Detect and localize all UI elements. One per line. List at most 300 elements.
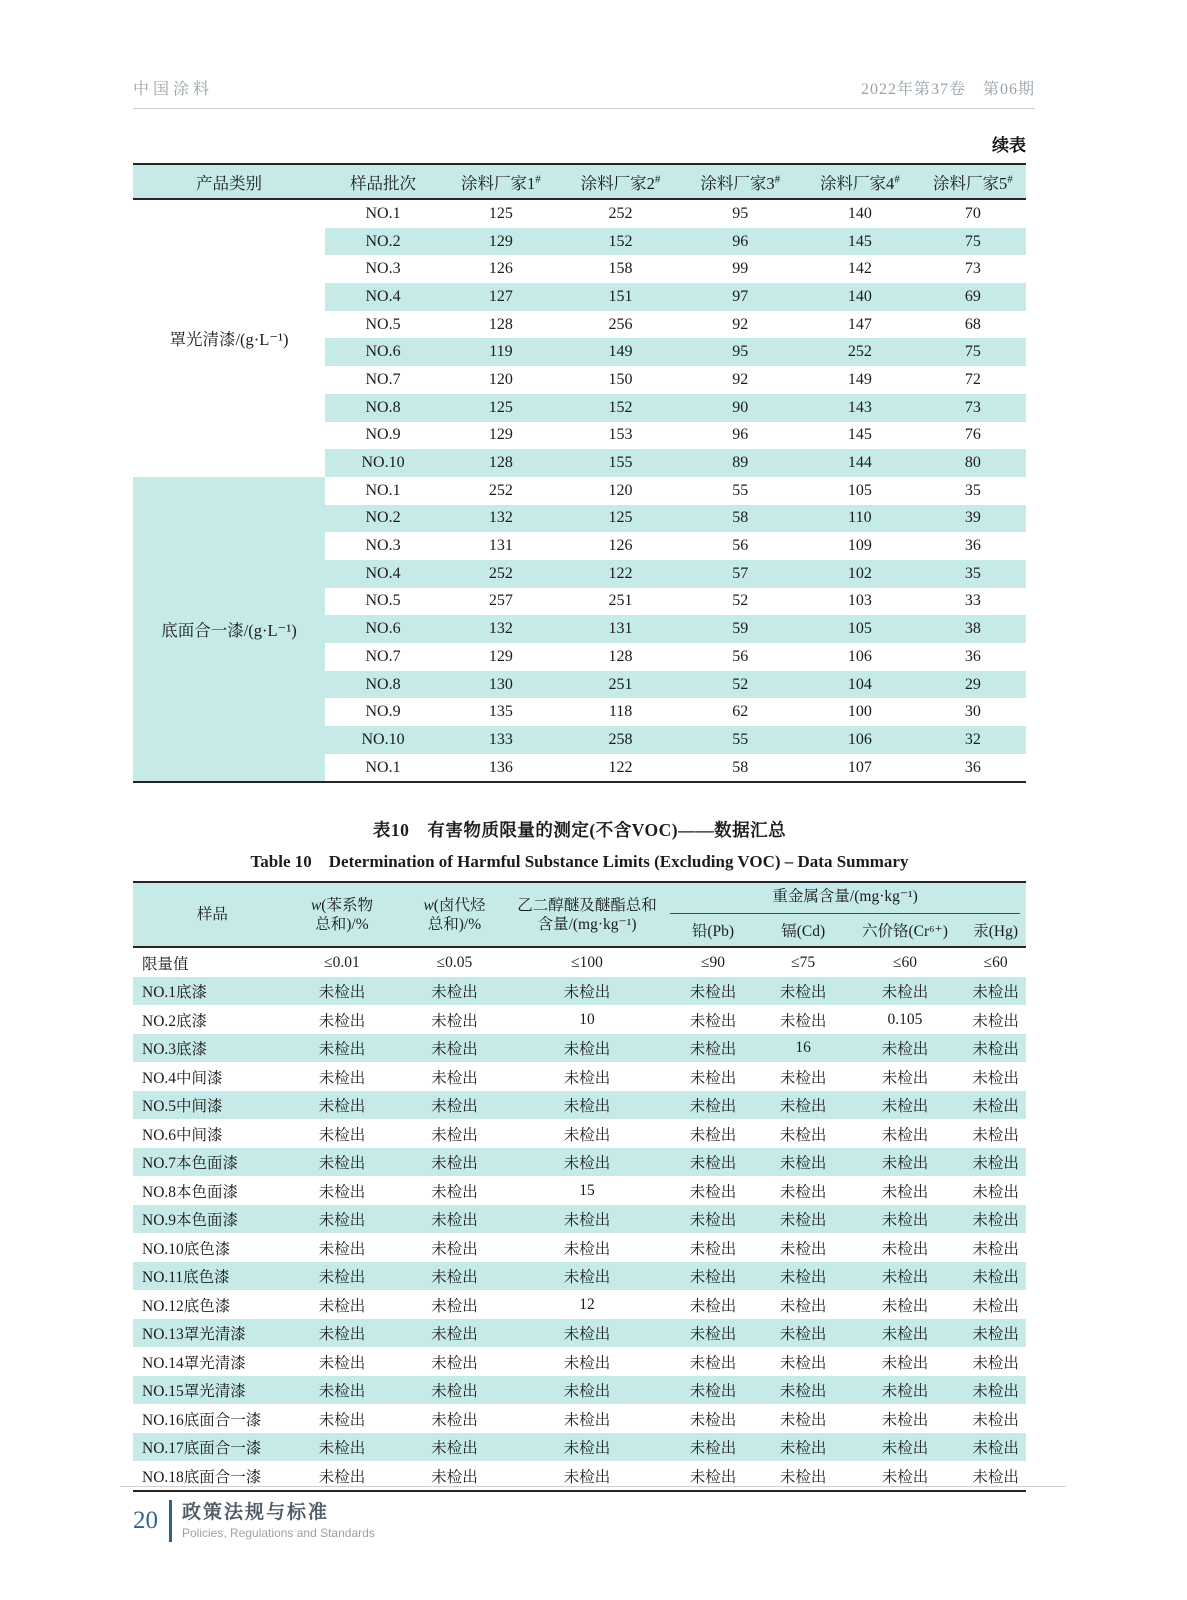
sample-batch-cell: NO.1 xyxy=(365,204,401,222)
sample-batch-cell: NO.3 xyxy=(365,537,401,555)
sample-label-cell: NO.17底面合一漆 xyxy=(142,1440,262,1458)
value-cell: 36 xyxy=(964,647,981,665)
value-cell: 143 xyxy=(847,398,872,416)
value-cell: 152 xyxy=(608,398,633,416)
value-cell: 129 xyxy=(488,647,513,665)
result-cell: 未检出 xyxy=(431,984,478,1002)
journal-title: 中国涂料 xyxy=(133,81,214,98)
result-cell: 未检出 xyxy=(318,1326,366,1344)
value-cell: 70 xyxy=(964,204,981,222)
sample-label-cell: NO.10底色漆 xyxy=(142,1240,231,1258)
value-cell: 56 xyxy=(732,647,749,665)
table-row xyxy=(133,1176,1026,1205)
column-header-factory-1: 涂料厂家1# xyxy=(441,164,561,199)
result-cell: 未检出 xyxy=(563,984,611,1002)
result-cell: 未检出 xyxy=(431,1240,478,1258)
sample-label-cell: NO.1底漆 xyxy=(142,984,208,1002)
table-row xyxy=(133,477,1026,505)
value-cell: 131 xyxy=(608,620,633,638)
sample-batch-cell: NO.4 xyxy=(365,564,401,582)
value-cell: 36 xyxy=(964,537,981,555)
result-cell: 未检出 xyxy=(881,1069,929,1087)
value-cell: 251 xyxy=(608,592,633,610)
value-cell: 89 xyxy=(732,454,749,472)
result-cell: 10 xyxy=(579,1010,595,1028)
voc-table-header xyxy=(133,164,1026,199)
result-cell: 未检出 xyxy=(563,1212,611,1230)
result-cell: 未检出 xyxy=(563,1383,611,1401)
column-header-lead: 铅(Pb) xyxy=(664,917,761,947)
result-cell: 未检出 xyxy=(779,1411,827,1429)
value-cell: 57 xyxy=(732,564,749,582)
result-cell: 未检出 xyxy=(563,1155,611,1173)
sample-label-cell: NO.4中间漆 xyxy=(142,1069,223,1087)
result-cell: 12 xyxy=(579,1295,595,1313)
result-cell: 未检出 xyxy=(972,1240,1019,1258)
limit-value-cell: ≤60 xyxy=(892,953,917,971)
result-cell: 未检出 xyxy=(689,1354,737,1372)
value-cell: 106 xyxy=(847,647,872,665)
result-cell: 未检出 xyxy=(779,1468,827,1486)
result-cell: 未检出 xyxy=(431,1354,478,1372)
result-cell: 未检出 xyxy=(318,1468,366,1486)
table-row xyxy=(133,1376,1026,1405)
value-cell: 120 xyxy=(608,481,633,499)
page-number: 20 xyxy=(133,1507,158,1534)
result-cell: 未检出 xyxy=(972,1383,1019,1401)
result-cell: 未检出 xyxy=(689,1468,737,1486)
value-cell: 75 xyxy=(964,232,981,250)
table10-title-zh: 表10 有害物质限量的测定(不含VOC)——数据汇总 xyxy=(372,820,787,841)
value-cell: 96 xyxy=(732,426,749,444)
value-cell: 126 xyxy=(488,260,513,278)
result-cell: 未检出 xyxy=(431,1098,478,1116)
value-cell: 29 xyxy=(964,675,981,693)
table-row xyxy=(133,977,1026,1006)
sample-batch-cell: NO.3 xyxy=(365,260,401,278)
sample-label-cell: NO.2底漆 xyxy=(142,1012,208,1030)
value-cell: 136 xyxy=(488,758,513,776)
result-cell: 未检出 xyxy=(318,1069,366,1087)
result-cell: 未检出 xyxy=(972,1269,1019,1287)
result-cell: 未检出 xyxy=(881,1098,929,1116)
result-cell: 未检出 xyxy=(689,1155,737,1173)
value-cell: 106 xyxy=(847,730,872,748)
value-cell: 135 xyxy=(488,703,513,721)
result-cell: 未检出 xyxy=(881,1041,929,1059)
value-cell: 36 xyxy=(964,758,981,776)
sample-batch-cell: NO.7 xyxy=(365,370,401,388)
value-cell: 129 xyxy=(488,232,513,250)
result-cell: 未检出 xyxy=(881,1383,929,1401)
result-cell: 未检出 xyxy=(318,1183,366,1201)
value-cell: 119 xyxy=(489,343,513,361)
column-header-factory-3: 涂料厂家3# xyxy=(680,164,800,199)
result-cell: 未检出 xyxy=(689,1069,737,1087)
value-cell: 256 xyxy=(608,315,633,333)
sample-batch-cell: NO.5 xyxy=(365,315,401,333)
table-row xyxy=(133,1433,1026,1462)
result-cell: 未检出 xyxy=(689,1183,737,1201)
result-cell: 未检出 xyxy=(689,1126,737,1144)
result-cell: 未检出 xyxy=(318,1041,366,1059)
result-cell: 未检出 xyxy=(318,1012,366,1030)
result-cell: 未检出 xyxy=(881,1269,929,1287)
result-cell: 未检出 xyxy=(881,1240,929,1258)
value-cell: 107 xyxy=(847,758,872,776)
table-row xyxy=(133,1347,1026,1376)
sample-batch-cell: NO.8 xyxy=(365,675,401,693)
result-cell: 未检出 xyxy=(779,1383,827,1401)
value-cell: 133 xyxy=(488,730,513,748)
result-cell: 未检出 xyxy=(318,1240,366,1258)
sample-label-cell: NO.8本色面漆 xyxy=(142,1183,239,1201)
table-row xyxy=(133,1005,1026,1034)
result-cell: 未检出 xyxy=(881,1297,929,1315)
result-cell: 未检出 xyxy=(972,1069,1019,1087)
value-cell: 90 xyxy=(732,398,749,416)
value-cell: 140 xyxy=(847,287,872,305)
value-cell: 33 xyxy=(964,592,981,610)
table-row xyxy=(133,1091,1026,1120)
result-cell: 未检出 xyxy=(779,1240,827,1258)
limit-value-cell: ≤0.05 xyxy=(436,953,473,971)
result-cell: 未检出 xyxy=(563,1269,611,1287)
value-cell: 35 xyxy=(964,564,981,582)
result-cell: 未检出 xyxy=(431,1326,478,1344)
result-cell: 未检出 xyxy=(689,1212,737,1230)
result-cell: 未检出 xyxy=(972,1126,1019,1144)
table-row xyxy=(133,1319,1026,1348)
result-cell: 未检出 xyxy=(881,1440,929,1458)
header-row xyxy=(133,164,1026,199)
footer-section xyxy=(182,1502,375,1541)
value-cell: 144 xyxy=(847,454,872,472)
sample-label-cell: NO.16底面合一漆 xyxy=(142,1411,262,1429)
superscript-hash: # xyxy=(894,173,900,185)
value-cell: 155 xyxy=(608,454,633,472)
value-cell: 131 xyxy=(488,537,513,555)
value-cell: 35 xyxy=(964,481,981,499)
value-cell: 105 xyxy=(847,481,872,499)
value-cell: 39 xyxy=(964,509,981,527)
result-cell: 未检出 xyxy=(972,1468,1019,1486)
sample-batch-cell: NO.2 xyxy=(365,232,401,250)
value-cell: 153 xyxy=(608,426,633,444)
sample-batch-cell: NO.2 xyxy=(365,509,401,527)
value-cell: 149 xyxy=(608,343,633,361)
value-cell: 149 xyxy=(847,370,872,388)
result-cell: 未检出 xyxy=(318,1155,366,1173)
value-cell: 132 xyxy=(488,620,513,638)
voc-continued-table xyxy=(133,163,1026,783)
table-row xyxy=(133,199,1026,228)
result-cell: 未检出 xyxy=(881,1212,929,1230)
value-cell: 30 xyxy=(964,703,981,721)
result-cell: 未检出 xyxy=(972,1297,1019,1315)
result-cell: 未检出 xyxy=(318,1383,366,1401)
result-cell: 未检出 xyxy=(318,1269,366,1287)
value-cell: 252 xyxy=(608,204,633,222)
product-category-cell: 底面合一漆/(g·L⁻¹) xyxy=(133,477,325,783)
column-header-cadmium: 镉(Cd) xyxy=(762,917,845,947)
result-cell: 未检出 xyxy=(431,1041,478,1059)
sample-label-cell: NO.18底面合一漆 xyxy=(142,1468,262,1486)
result-cell: 未检出 xyxy=(881,1155,929,1173)
table-row xyxy=(133,1205,1026,1234)
result-cell: 未检出 xyxy=(318,1126,366,1144)
table-row xyxy=(133,1262,1026,1291)
value-cell: 128 xyxy=(488,315,513,333)
value-cell: 96 xyxy=(732,232,749,250)
result-cell: 未检出 xyxy=(881,1411,929,1429)
superscript-hash: # xyxy=(774,173,781,185)
table-row xyxy=(133,1404,1026,1433)
sample-label-cell: NO.6中间漆 xyxy=(142,1126,223,1144)
result-cell: 未检出 xyxy=(972,1411,1019,1429)
value-cell: 80 xyxy=(964,454,981,472)
result-cell: 未检出 xyxy=(563,1126,611,1144)
value-cell: 97 xyxy=(732,287,749,305)
result-cell: 未检出 xyxy=(689,1440,737,1458)
value-cell: 128 xyxy=(608,647,633,665)
value-cell: 69 xyxy=(964,287,981,305)
result-cell: 未检出 xyxy=(779,1155,827,1173)
sample-batch-cell: NO.10 xyxy=(361,454,405,472)
value-cell: 145 xyxy=(847,426,872,444)
result-cell: 未检出 xyxy=(972,1326,1019,1344)
result-cell: 未检出 xyxy=(563,1069,611,1087)
value-cell: 130 xyxy=(488,675,513,693)
sample-label-cell: NO.15罩光清漆 xyxy=(142,1383,246,1401)
table-row xyxy=(133,1062,1026,1091)
result-cell: 未检出 xyxy=(779,1212,827,1230)
value-cell: 252 xyxy=(847,343,872,361)
column-group-heavy-metals: 重金属含量/(mg·kg⁻¹) xyxy=(664,882,1026,917)
result-cell: 未检出 xyxy=(431,1411,478,1429)
value-cell: 95 xyxy=(732,204,749,222)
column-header-mercury: 汞(Hg) xyxy=(965,917,1026,947)
value-cell: 100 xyxy=(847,703,872,721)
value-cell: 38 xyxy=(964,620,981,638)
value-cell: 110 xyxy=(848,509,872,527)
result-cell: 未检出 xyxy=(689,984,737,1002)
sample-batch-cell: NO.7 xyxy=(365,647,401,665)
sample-batch-cell: NO.6 xyxy=(365,343,401,361)
result-cell: 未检出 xyxy=(318,1411,366,1429)
table-row xyxy=(133,1119,1026,1148)
header-row-1 xyxy=(133,882,1026,917)
value-cell: 128 xyxy=(488,454,513,472)
result-cell: 未检出 xyxy=(972,1440,1019,1458)
sample-label-cell: NO.7本色面漆 xyxy=(142,1155,239,1173)
column-header-hexavalent-chromium: 六价铬(Cr⁶⁺) xyxy=(845,917,966,947)
result-cell: 未检出 xyxy=(689,1269,737,1287)
value-cell: 58 xyxy=(732,758,749,776)
value-cell: 258 xyxy=(608,730,633,748)
product-category-cell: 罩光清漆/(g·L⁻¹) xyxy=(133,199,325,477)
value-cell: 72 xyxy=(964,370,981,388)
column-header-halogenated-sum: w(卤代烃 总和)/% xyxy=(399,882,510,947)
result-cell: 未检出 xyxy=(972,1354,1019,1372)
sample-batch-cell: NO.6 xyxy=(365,620,401,638)
result-cell: 未检出 xyxy=(779,1440,827,1458)
result-cell: 未检出 xyxy=(779,1326,827,1344)
result-cell: 未检出 xyxy=(431,1468,478,1486)
result-cell: 未检出 xyxy=(689,1297,737,1315)
page-content xyxy=(133,131,1026,1492)
value-cell: 56 xyxy=(732,537,749,555)
value-cell: 52 xyxy=(732,592,749,610)
result-cell: 未检出 xyxy=(689,1383,737,1401)
value-cell: 152 xyxy=(608,232,633,250)
value-cell: 122 xyxy=(608,564,633,582)
sample-label-cell: NO.11底色漆 xyxy=(142,1269,230,1287)
sample-label-cell: NO.9本色面漆 xyxy=(142,1212,239,1230)
result-cell: 未检出 xyxy=(881,1354,929,1372)
sample-batch-cell: NO.4 xyxy=(365,287,401,305)
page-footer xyxy=(120,1486,1066,1542)
result-cell: 未检出 xyxy=(563,1440,611,1458)
limit-value-cell: ≤60 xyxy=(983,953,1008,971)
value-cell: 73 xyxy=(964,398,981,416)
value-cell: 76 xyxy=(964,426,981,444)
value-cell: 122 xyxy=(608,758,633,776)
result-cell: 未检出 xyxy=(563,1240,611,1258)
value-cell: 158 xyxy=(608,260,633,278)
sample-batch-cell: NO.1 xyxy=(365,758,401,776)
issue-info: 2022年第37卷 第06期 xyxy=(860,81,1035,98)
result-cell: 未检出 xyxy=(689,1012,737,1030)
result-cell: 未检出 xyxy=(431,1440,478,1458)
sample-label-cell: NO.5中间漆 xyxy=(142,1098,223,1116)
harmful-substance-table xyxy=(133,881,1026,1492)
value-cell: 147 xyxy=(847,315,872,333)
value-cell: 126 xyxy=(608,537,633,555)
value-cell: 125 xyxy=(608,509,633,527)
sample-batch-cell: NO.9 xyxy=(365,703,401,721)
result-cell: 未检出 xyxy=(431,1269,478,1287)
result-cell: 未检出 xyxy=(431,1212,478,1230)
result-cell: 未检出 xyxy=(972,1155,1019,1173)
voc-table-body xyxy=(133,199,1026,782)
result-cell: 未检出 xyxy=(779,1098,827,1116)
sample-batch-cell: NO.1 xyxy=(365,481,401,499)
result-cell: 未检出 xyxy=(881,984,929,1002)
value-cell: 75 xyxy=(964,343,981,361)
value-cell: 120 xyxy=(488,370,513,388)
result-cell: 未检出 xyxy=(563,1041,611,1059)
result-cell: 未检出 xyxy=(563,1326,611,1344)
value-cell: 251 xyxy=(608,675,633,693)
result-cell: 未检出 xyxy=(689,1240,737,1258)
result-cell: 未检出 xyxy=(881,1126,929,1144)
result-cell: 0.105 xyxy=(887,1010,923,1028)
column-header-sample: 样品 xyxy=(133,882,285,947)
limit-value-cell: ≤90 xyxy=(700,953,725,971)
value-cell: 55 xyxy=(732,730,749,748)
result-cell: 未检出 xyxy=(563,1354,611,1372)
result-cell: 未检出 xyxy=(881,1326,929,1344)
sample-label-cell: NO.14罩光清漆 xyxy=(142,1354,246,1372)
result-cell: 未检出 xyxy=(881,1468,929,1486)
sample-batch-cell: NO.9 xyxy=(365,426,401,444)
section-title-en: Policies, Regulations and Standards xyxy=(182,1526,375,1541)
table10-title-en: Table 10 Determination of Harmful Substance Limits (Excluding VOC) – Data Summary xyxy=(250,852,909,872)
result-cell: 未检出 xyxy=(431,1155,478,1173)
limit-label-cell: 限量值 xyxy=(142,955,189,973)
result-cell: 未检出 xyxy=(972,1212,1019,1230)
result-cell: 未检出 xyxy=(881,1183,929,1201)
result-cell: 未检出 xyxy=(431,1383,478,1401)
value-cell: 125 xyxy=(488,204,513,222)
value-cell: 92 xyxy=(732,315,749,333)
result-cell: 未检出 xyxy=(779,1126,827,1144)
result-cell: 未检出 xyxy=(318,1212,366,1230)
sample-label-cell: NO.13罩光清漆 xyxy=(142,1326,246,1344)
value-cell: 58 xyxy=(732,509,749,527)
value-cell: 109 xyxy=(847,537,872,555)
column-header-product-category: 产品类别 xyxy=(133,164,325,199)
limit-value-cell: ≤100 xyxy=(571,953,603,971)
result-cell: 16 xyxy=(795,1039,811,1057)
value-cell: 104 xyxy=(847,675,872,693)
value-cell: 52 xyxy=(732,675,749,693)
result-cell: 未检出 xyxy=(431,1183,478,1201)
result-cell: 未检出 xyxy=(689,1098,737,1116)
result-cell: 未检出 xyxy=(779,1354,827,1372)
value-cell: 62 xyxy=(732,703,749,721)
value-cell: 55 xyxy=(732,481,749,499)
result-cell: 未检出 xyxy=(689,1411,737,1429)
result-cell: 未检出 xyxy=(563,1411,611,1429)
value-cell: 125 xyxy=(488,398,513,416)
sample-batch-cell: NO.8 xyxy=(365,398,401,416)
sample-batch-cell: NO.10 xyxy=(361,730,405,748)
result-cell: 未检出 xyxy=(689,1326,737,1344)
result-cell: 未检出 xyxy=(972,984,1019,1002)
column-header-factory-4: 涂料厂家4# xyxy=(800,164,920,199)
limit-value-cell: ≤75 xyxy=(791,953,816,971)
running-head xyxy=(133,0,1035,109)
value-cell: 103 xyxy=(847,592,872,610)
superscript-hash: # xyxy=(654,173,661,185)
result-cell: 未检出 xyxy=(972,1098,1019,1116)
value-cell: 142 xyxy=(847,260,872,278)
result-cell: 未检出 xyxy=(779,1297,827,1315)
harmful-substance-table-header xyxy=(133,882,1026,947)
superscript-hash: # xyxy=(535,173,541,185)
limit-value-cell: ≤0.01 xyxy=(324,953,360,971)
superscript-hash: # xyxy=(1007,173,1013,185)
value-cell: 252 xyxy=(488,481,513,499)
result-cell: 未检出 xyxy=(431,1126,478,1144)
value-cell: 129 xyxy=(488,426,513,444)
continued-table-label: 续表 xyxy=(992,136,1026,155)
result-cell: 未检出 xyxy=(972,1012,1019,1030)
column-header-factory-5: 涂料厂家5# xyxy=(920,164,1026,199)
value-cell: 105 xyxy=(847,620,872,638)
table-row xyxy=(133,1233,1026,1262)
result-cell: 未检出 xyxy=(563,1098,611,1116)
value-cell: 252 xyxy=(488,564,513,582)
result-cell: 未检出 xyxy=(972,1041,1019,1059)
result-cell: 未检出 xyxy=(779,1069,827,1087)
value-cell: 140 xyxy=(847,204,872,222)
result-cell: 未检出 xyxy=(563,1468,611,1486)
value-cell: 150 xyxy=(608,370,633,388)
result-cell: 未检出 xyxy=(318,1098,366,1116)
